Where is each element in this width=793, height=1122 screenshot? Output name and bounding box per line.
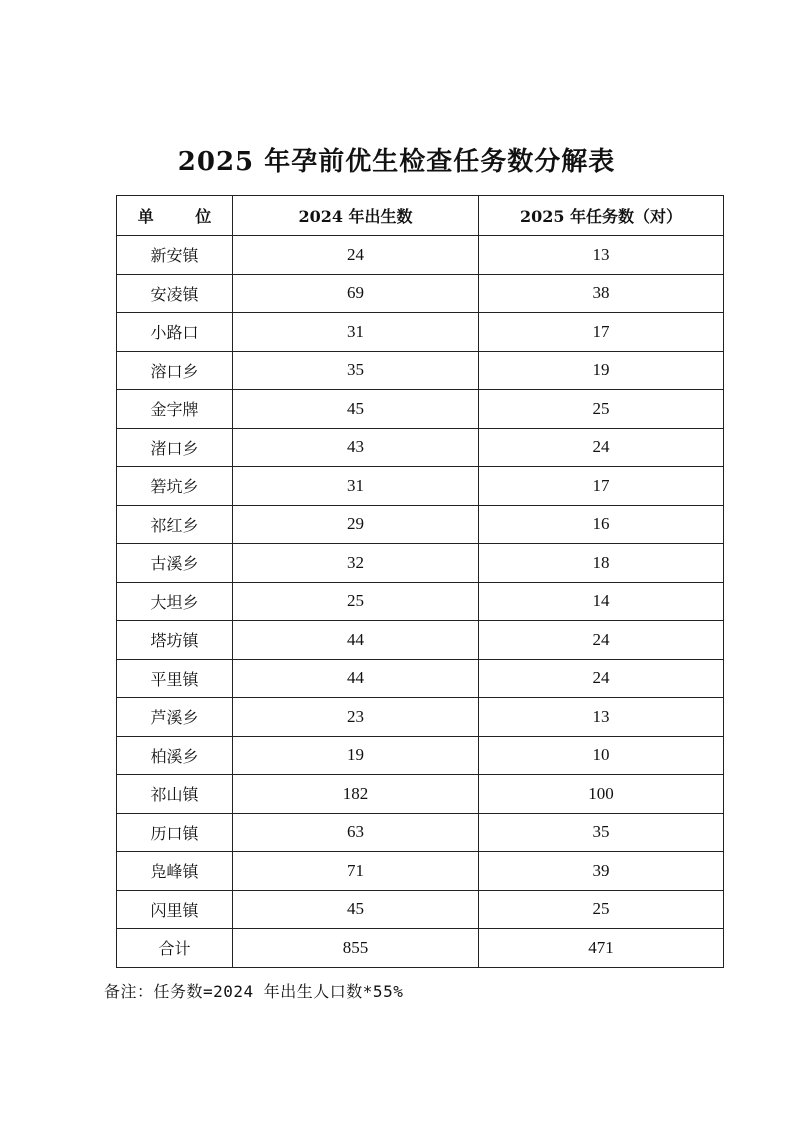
table-row	[117, 544, 724, 583]
header-births-2024: 2024 年出生数	[233, 196, 479, 236]
unit-cell: 合计	[117, 929, 233, 968]
tasks-2025-cell: 35	[479, 813, 724, 852]
births-2024-cell: 71	[233, 852, 479, 891]
births-2024-cell: 35	[233, 351, 479, 390]
table-row	[117, 274, 724, 313]
tasks-2025-cell: 16	[479, 505, 724, 544]
births-2024-cell: 19	[233, 736, 479, 775]
unit-cell: 历口镇	[117, 813, 233, 852]
table-row	[117, 698, 724, 737]
table-header-row	[117, 196, 724, 236]
tasks-2025-cell: 100	[479, 775, 724, 814]
births-2024-cell: 855	[233, 929, 479, 968]
table-row	[117, 775, 724, 814]
tasks-2025-cell: 17	[479, 467, 724, 506]
table-row	[117, 813, 724, 852]
unit-cell: 芦溪乡	[117, 698, 233, 737]
unit-cell: 祁山镇	[117, 775, 233, 814]
header-unit	[117, 196, 233, 236]
table-row	[117, 852, 724, 891]
unit-cell: 小路口	[117, 313, 233, 352]
table-row	[117, 890, 724, 929]
tasks-2025-cell: 17	[479, 313, 724, 352]
unit-cell: 祁红乡	[117, 505, 233, 544]
tasks-2025-cell: 471	[479, 929, 724, 968]
births-2024-cell: 24	[233, 236, 479, 275]
table-body	[117, 236, 724, 968]
births-2024-cell: 69	[233, 274, 479, 313]
births-2024-cell: 45	[233, 890, 479, 929]
table-row	[117, 505, 724, 544]
tasks-2025-cell: 13	[479, 698, 724, 737]
table-row	[117, 467, 724, 506]
unit-cell: 安凌镇	[117, 274, 233, 313]
table-row	[117, 236, 724, 275]
unit-cell: 凫峰镇	[117, 852, 233, 891]
tasks-2025-cell: 14	[479, 582, 724, 621]
unit-cell: 闪里镇	[117, 890, 233, 929]
births-2024-cell: 32	[233, 544, 479, 583]
unit-cell: 柏溪乡	[117, 736, 233, 775]
unit-cell: 溶口乡	[117, 351, 233, 390]
unit-cell: 塔坊镇	[117, 621, 233, 660]
births-2024-cell: 31	[233, 467, 479, 506]
header-unit-label: 单 位	[137, 207, 230, 226]
tasks-2025-cell: 24	[479, 428, 724, 467]
tasks-2025-cell: 13	[479, 236, 724, 275]
task-breakdown-table	[116, 195, 724, 968]
header-tasks-2025: 2025 年任务数（对）	[479, 196, 724, 236]
unit-cell: 大坦乡	[117, 582, 233, 621]
births-2024-cell: 44	[233, 659, 479, 698]
births-2024-cell: 43	[233, 428, 479, 467]
births-2024-cell: 63	[233, 813, 479, 852]
tasks-2025-cell: 25	[479, 390, 724, 429]
births-2024-cell: 25	[233, 582, 479, 621]
table-row	[117, 351, 724, 390]
table-row	[117, 659, 724, 698]
unit-cell: 新安镇	[117, 236, 233, 275]
births-2024-cell: 44	[233, 621, 479, 660]
unit-cell: 平里镇	[117, 659, 233, 698]
tasks-2025-cell: 19	[479, 351, 724, 390]
births-2024-cell: 45	[233, 390, 479, 429]
births-2024-cell: 31	[233, 313, 479, 352]
tasks-2025-cell: 24	[479, 621, 724, 660]
footnote: 备注：任务数=2024 年出生人口数*55%	[104, 982, 404, 1001]
unit-cell: 金字牌	[117, 390, 233, 429]
tasks-2025-cell: 38	[479, 274, 724, 313]
unit-cell: 渚口乡	[117, 428, 233, 467]
births-2024-cell: 29	[233, 505, 479, 544]
unit-cell: 箬坑乡	[117, 467, 233, 506]
page-title: 2025 年孕前优生检查任务数分解表	[177, 147, 616, 177]
births-2024-cell: 182	[233, 775, 479, 814]
table-row	[117, 313, 724, 352]
tasks-2025-cell: 24	[479, 659, 724, 698]
tasks-2025-cell: 10	[479, 736, 724, 775]
tasks-2025-cell: 25	[479, 890, 724, 929]
table-row	[117, 929, 724, 968]
table-row	[117, 390, 724, 429]
tasks-2025-cell: 39	[479, 852, 724, 891]
table-row	[117, 736, 724, 775]
table-row	[117, 621, 724, 660]
table-row	[117, 582, 724, 621]
tasks-2025-cell: 18	[479, 544, 724, 583]
unit-cell: 古溪乡	[117, 544, 233, 583]
births-2024-cell: 23	[233, 698, 479, 737]
table-row	[117, 428, 724, 467]
